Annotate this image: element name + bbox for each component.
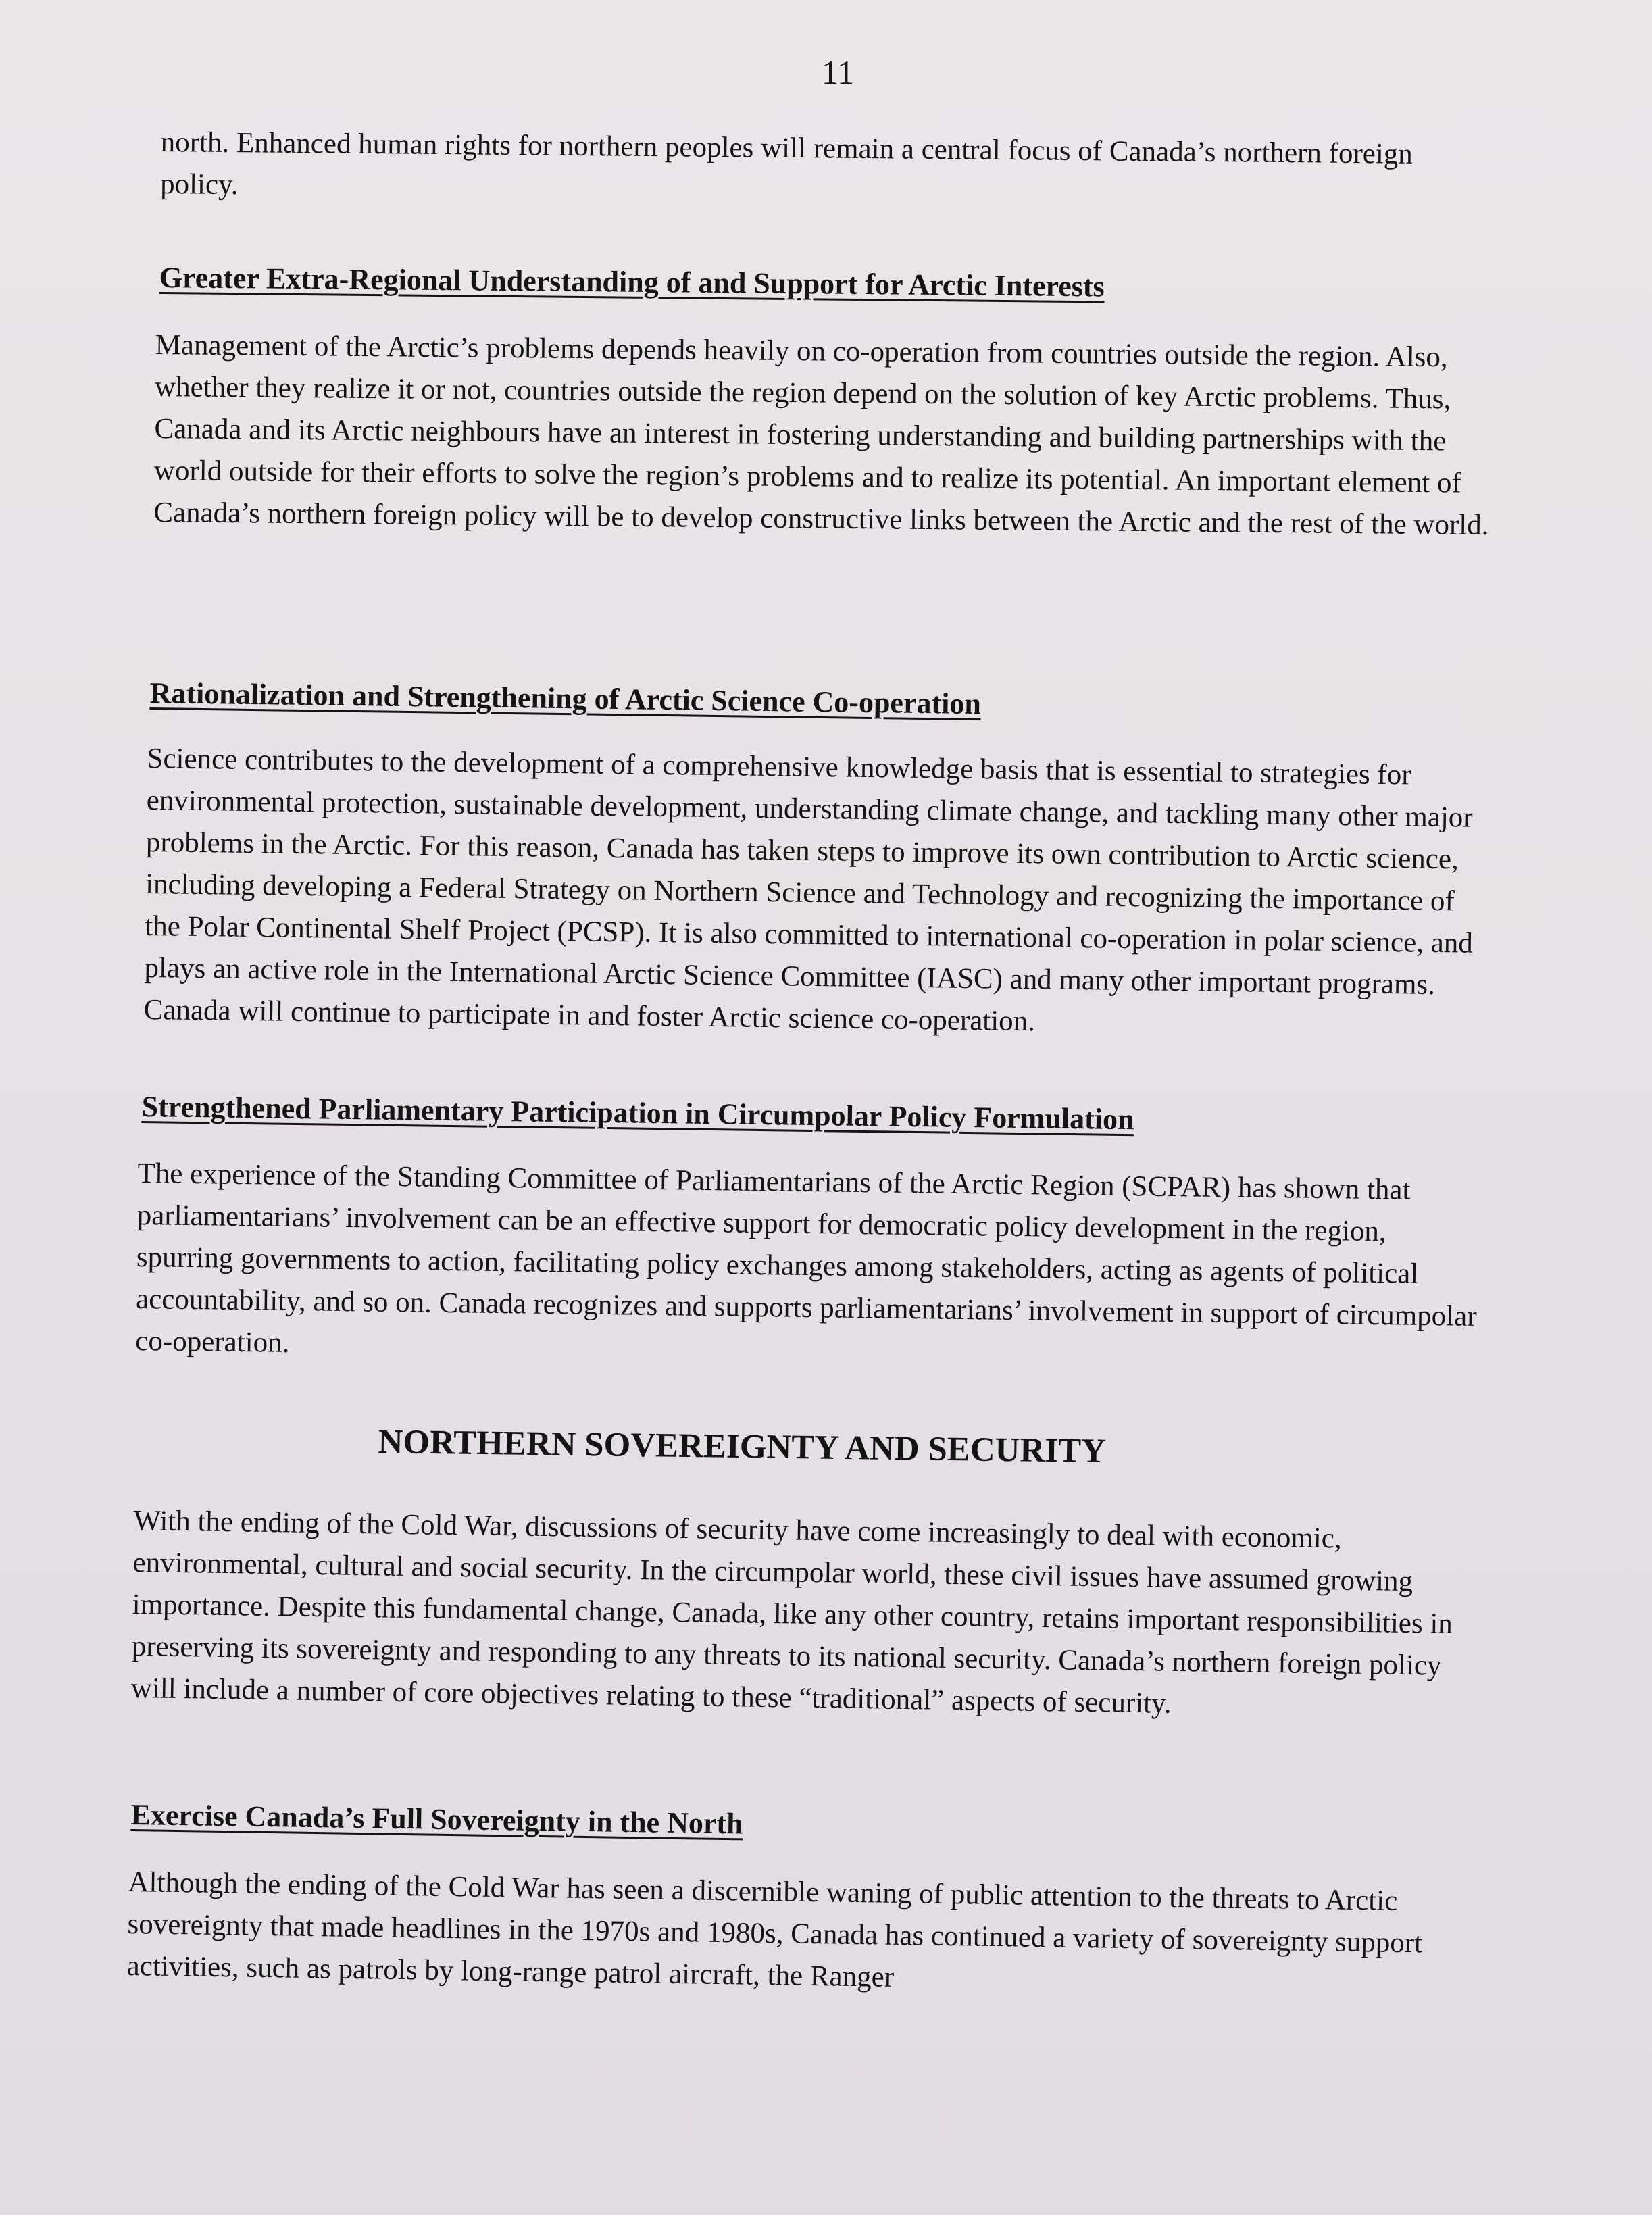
major-section-paragraph: With the ending of the Cold War, discussions of security have come increasingly to deal with economic, environmental, cultural and social security. In the circumpolar world, these civil issues have assumed growing importance. Despite this fundamental change, Canada, like any other country, retains important responsibilities in preserving its sovereignty and responding to any threats to its national security. Canada’s northern foreign policy will include a number of core objectives relating to these “traditional” aspects of security. [130, 1504, 1453, 1720]
intro-paragraph: north. Enhanced human rights for northern peoples will remain a central focus of Canada’s northern foreign policy. [159, 126, 1413, 201]
section-heading-arctic-science: Rationalization and Strengthening of Arctic Science Co-operation [149, 676, 982, 721]
section-heading-extra-regional: Greater Extra-Regional Understanding of and Support for Arctic Interests [159, 260, 1105, 303]
major-section-title: NORTHERN SOVEREIGNTY AND SECURITY [378, 1423, 1107, 1471]
subsection-heading-sovereignty: Exercise Canada’s Full Sovereignty in the North [130, 1798, 743, 1841]
subsection-paragraph-sovereignty: Although the ending of the Cold War has seen a discernible waning of public attention to the threats to Arctic sovereignty that made headlines in the 1970s and 1980s, Canada has continued a variety of sovereignty support activities, such as patrols by long-range patrol aircraft, the Ranger [126, 1866, 1423, 1993]
section-paragraph-extra-regional: Management of the Arctic’s problems depends heavily on co-operation from countries outside the region. Also, whether they realize it or not, countries outside the region depend on the solution of key Arctic problems. Thus, Canada and its Arctic neighbours have an interest in fostering understanding and building partnerships with the world outside for their efforts to solve the region’s problems and to realize its potential. An important element of Canada’s northern foreign policy will be to develop constructive links between the Arctic and the rest of the world. [153, 328, 1489, 541]
section-paragraph-arctic-science: Science contributes to the development of a comprehensive knowledge basis that is essential to strategies for environmental protection, sustainable development, understanding climate change, and tackling many other major problems in the Arctic. For this reason, Canada has taken steps to improve its own contribution to Arctic science, including developing a Federal Strategy on Northern Science and Technology and recognizing the importance of the Polar Continental Shelf Project (PCSP). It is also committed to international co-operation in polar science, and plays an active role in the International Arctic Science Committee (IASC) and many other important programs. Canada will continue to participate in and foster Arctic science co-operation. [143, 742, 1474, 1038]
section-paragraph-parliamentary: The experience of the Standing Committee of Parliamentarians of the Arctic Region (SCPAR) has shown that parliamentarians’ involvement can be an effective support for democratic policy development in the region, spurring governments to action, facilitating policy exchanges among stakeholders, acting as agents of political accountability, and so on. Canada recognizes and supports parliamentarians’ involvement in support of circumpolar co-operation. [135, 1157, 1477, 1359]
page-number: 11 [821, 53, 855, 91]
section-heading-parliamentary: Strengthened Parliamentary Participation in Circumpolar Policy Formulation [141, 1089, 1134, 1137]
